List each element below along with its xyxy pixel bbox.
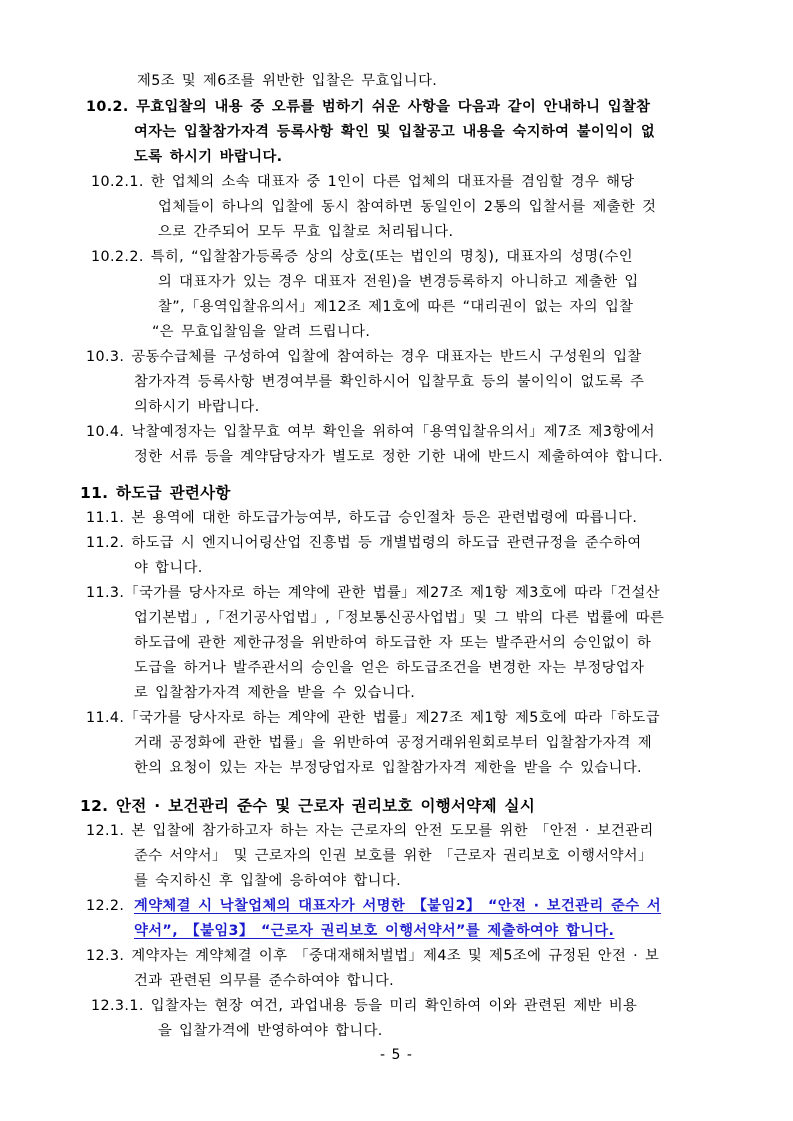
text-line: 10.4. 낙찰예정자는 입찰무효 여부 확인을 위하여「용역입찰유의서」제7조 제3항에서 <box>86 424 655 440</box>
text-line: 의 대표자가 있는 경우 대표자 전원)을 변경등록하지 아니하고 제출한 입 <box>158 274 639 290</box>
text-line: 건과 관련된 의무를 준수하여야 합니다. <box>134 973 395 989</box>
text-line: 10.2.2. 특히, “입찰참가등록증 상의 상호(또는 법인의 명칭), 대표자의 성명(수인 <box>91 249 633 265</box>
text-line: 11.1. 본 용역에 대한 하도급가능여부, 하도급 승인절차 등은 관련법령에 따릅니다. <box>86 510 638 526</box>
page-number: - 5 - <box>380 1047 413 1063</box>
text-line: 정한 서류 등을 계약담당자가 별도로 정한 기한 내에 반드시 제출하여야 합니다. <box>134 449 664 465</box>
text-line: 거래 공정화에 관한 법률」을 위반하여 공정거래위원회로부터 입찰참가자격 제 <box>134 735 653 751</box>
text-line: 11.3.「국가를 당사자로 하는 계약에 관한 법률」제27조 제1항 제3호에 따라「건설산 <box>86 585 660 601</box>
text-line: 찰”,「용역입찰유의서」제12조 제1호에 따른 “대리권이 없는 자의 입찰 <box>158 299 634 315</box>
highlighted-text-line: 약서”, 【붙임3】 “근로자 권리보호 이행서약서”를 제출하여야 합니다. <box>134 923 615 939</box>
highlighted-text-line: 계약체결 시 낙찰업체의 대표자가 서명한 【붙임2】 “안전 · 보건관리 준수 서 <box>134 898 662 914</box>
text-line: 업체들이 하나의 입찰에 동시 참여하면 동일인이 2통의 입찰서를 제출한 것 <box>158 199 657 215</box>
text-line: 10.2. 무효입찰의 내용 중 오류를 범하기 쉬운 사항을 다음과 같이 안내하니 입찰참 <box>86 99 651 115</box>
text-line: 11.2. 하도급 시 엔지니어링산업 진흥법 등 개별법령의 하도급 관련규정을 준수하여 <box>86 535 642 551</box>
text-line: 여자는 입찰참가자격 등록사항 확인 및 입찰공고 내용을 숙지하여 불이익이 없 <box>134 124 656 140</box>
text-line: 10.2.1. 한 업체의 소속 대표자 중 1인이 다른 업체의 대표자를 겸임할 경우 해당 <box>91 174 635 190</box>
text-line: “은 무효입찰임을 알려 드립니다. <box>152 324 371 340</box>
text-line: 의하시기 바랍니다. <box>134 399 260 415</box>
text-line: 12.3.1. 입찰자는 현장 여건, 과업내용 등을 미리 확인하여 이와 관련된 제반 비용 <box>91 998 638 1014</box>
item-number: 12.2. <box>86 898 125 914</box>
text-line: 도록 하시기 바랍니다. <box>134 149 283 165</box>
text-line: 야 합니다. <box>134 560 203 576</box>
text-line: 하도급에 관한 제한규정을 위반하여 하도급한 자 또는 발주관서의 승인없이 하 <box>134 635 652 651</box>
text-line: 으로 간주되어 모두 무효 입찰로 처리됩니다. <box>158 224 454 240</box>
text-line: 참가자격 등록사항 변경여부를 확인하시어 입찰무효 등의 불이익이 없도록 주 <box>134 374 645 390</box>
text-line: 도급을 하거나 발주관서의 승인을 얻은 하도급조건을 변경한 자는 부정당업자 <box>134 660 645 676</box>
text-line: 10.3. 공동수급체를 구성하여 입찰에 참여하는 경우 대표자는 반드시 구성원의 입찰 <box>86 349 642 365</box>
text-line: 을 입찰가격에 반영하여야 합니다. <box>158 1023 383 1039</box>
section-heading-11: 11. 하도급 관련사항 <box>80 484 231 502</box>
text-line: 로 입찰참가자격 제한을 받을 수 있습니다. <box>134 685 416 701</box>
text-line: 11.4.「국가를 당사자로 하는 계약에 관한 법률」제27조 제1항 제5호에 따라「하도급 <box>86 710 660 726</box>
text-line: 12.3. 계약자는 계약체결 이후 「중대재해처벌법」제4조 및 제5조에 규정된 안전 · 보 <box>86 948 660 964</box>
text-line: 12.1. 본 입찰에 참가하고자 하는 자는 근로자의 안전 도모를 위한 「안전 · 보건관리 <box>86 823 654 839</box>
text-line: 를 숙지하신 후 입찰에 응하여야 합니다. <box>134 873 402 889</box>
text-line: 준수 서약서」 및 근로자의 인권 보호를 위한 「근로자 권리보호 이행서약서」 <box>134 848 653 864</box>
text-line: 업기본법」,「전기공사업법」,「정보통신공사업법」및 그 밖의 다른 법률에 따른 <box>134 610 665 626</box>
text-line: 제5조 및 제6조를 위반한 입찰은 무효입니다. <box>137 73 438 89</box>
section-heading-12: 12. 안전 · 보건관리 준수 및 근로자 권리보호 이행서약제 실시 <box>80 797 536 815</box>
text-line: 한의 요청이 있는 자는 부정당업자로 입찰참가자격 제한을 받을 수 있습니다. <box>134 760 642 776</box>
